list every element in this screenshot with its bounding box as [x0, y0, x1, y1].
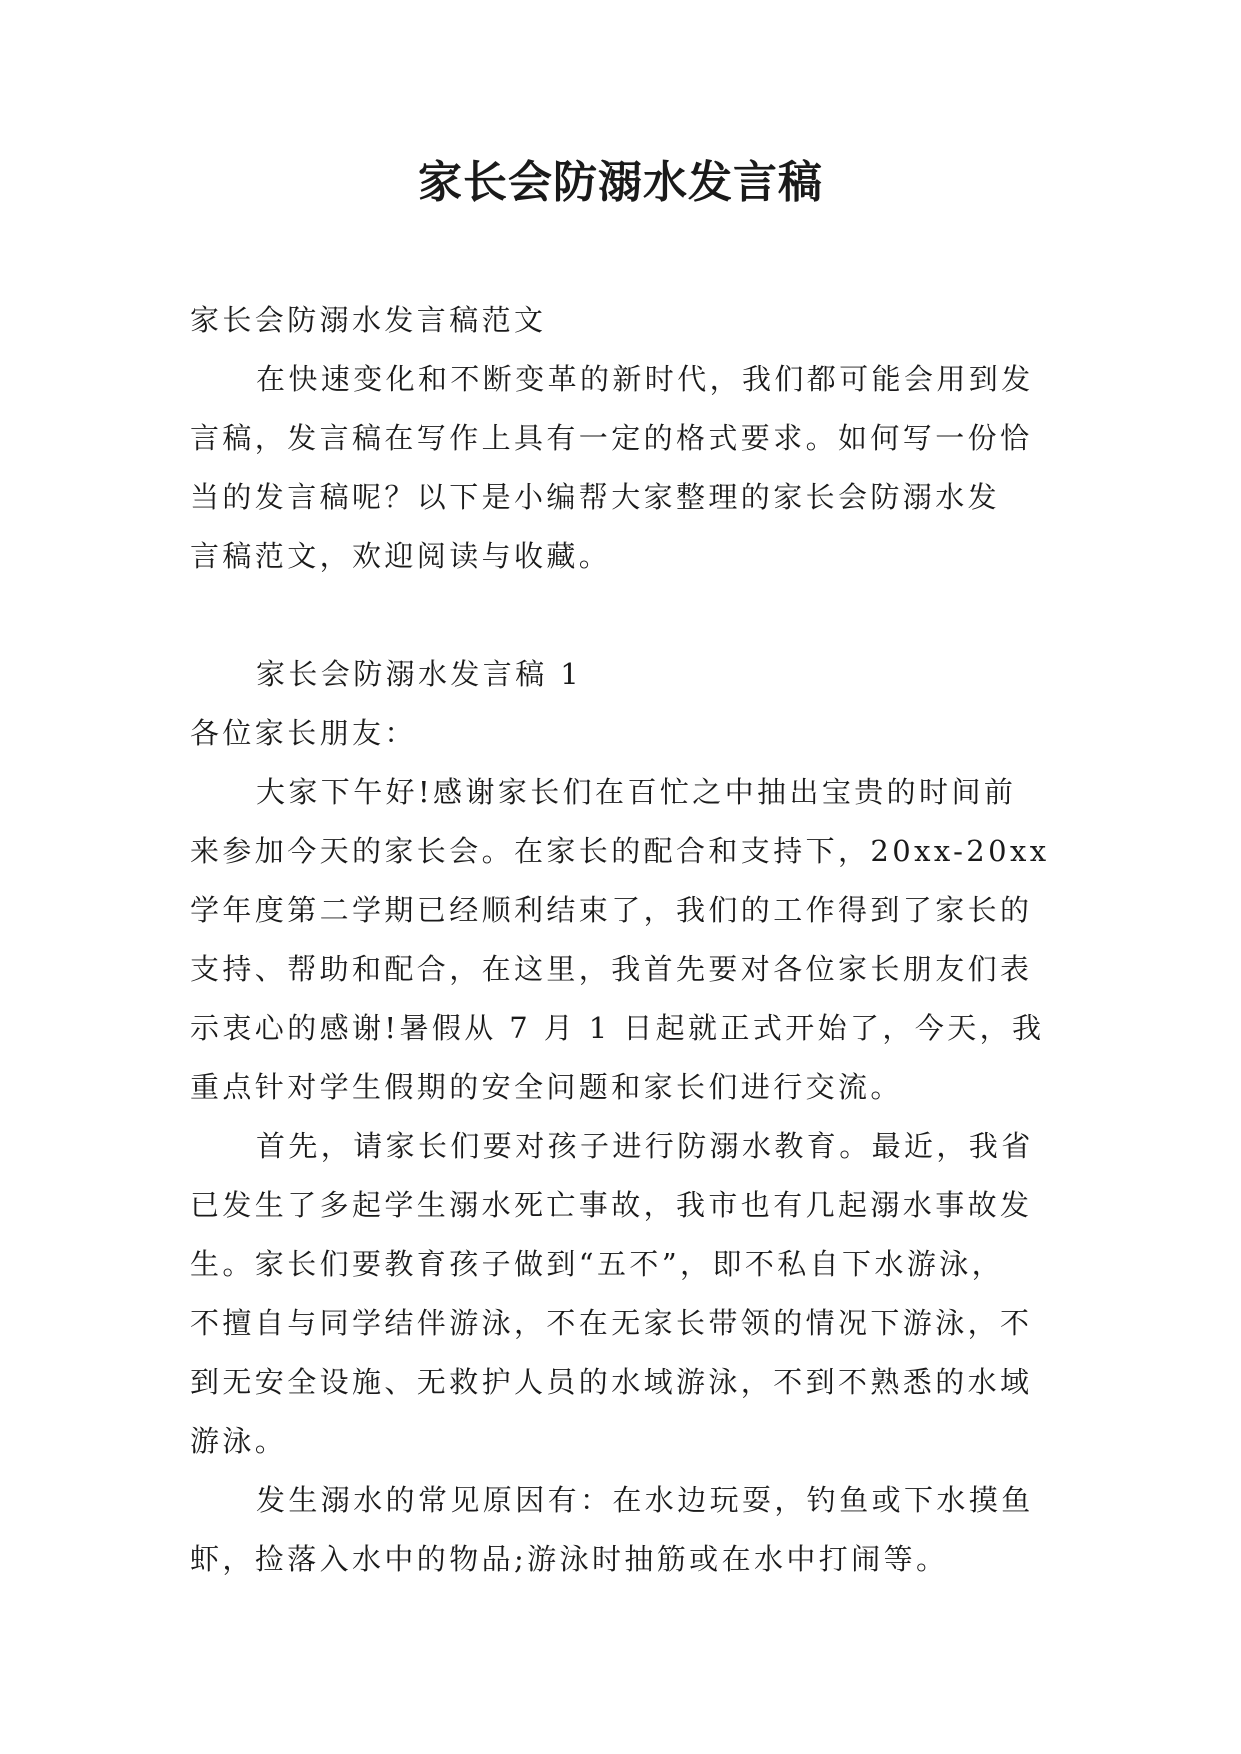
paragraph-line: 已发生了多起学生溺水死亡事故，我市也有几起溺水事故发	[190, 1188, 1033, 1222]
paragraph-thanks	[190, 763, 1058, 1117]
paragraph-line: 生。家长们要教育孩子做到“五不”，即不私自下水游泳，	[190, 1247, 1005, 1281]
paragraph-line: 首先，请家长们要对孩子进行防溺水教育。最近，我省	[256, 1129, 1034, 1163]
paragraph-line: 示衷心的感谢!暑假从 7 月 1 日起就正式开始了，今天，我	[190, 1011, 1045, 1045]
greeting: 各位家长朋友：	[190, 716, 417, 750]
paragraph-line: 支持、帮助和配合，在这里，我首先要对各位家长朋友们表	[190, 952, 1033, 986]
document-body	[190, 291, 1058, 1589]
paragraph-gap	[190, 586, 1058, 645]
paragraph-line: 大家下午好!感谢家长们在百忙之中抽出宝贵的时间前	[256, 775, 1017, 809]
paragraph-line: 到无安全设施、无救护人员的水域游泳，不到不熟悉的水域	[190, 1365, 1033, 1399]
intro-paragraph	[190, 350, 1058, 586]
paragraph-line: 发生溺水的常见原因有：在水边玩耍，钓鱼或下水摸鱼	[256, 1483, 1034, 1517]
intro-line: 言稿范文，欢迎阅读与收藏。	[190, 539, 612, 573]
paragraph-drowning-education	[190, 1117, 1058, 1471]
paragraph-line: 不擅自与同学结伴游泳，不在无家长带领的情况下游泳，不	[190, 1306, 1033, 1340]
intro-line: 言稿，发言稿在写作上具有一定的格式要求。如何写一份恰	[190, 421, 1033, 455]
paragraph-line: 游泳。	[190, 1424, 288, 1458]
section-heading: 家长会防溺水发言稿 1	[256, 657, 583, 691]
document-subtitle: 家长会防溺水发言稿范文	[190, 303, 547, 337]
paragraph-line: 重点针对学生假期的安全问题和家长们进行交流。	[190, 1070, 903, 1104]
paragraph-line: 学年度第二学期已经顺利结束了，我们的工作得到了家长的	[190, 893, 1033, 927]
paragraph-line: 虾，捡落入水中的物品;游泳时抽筋或在水中打闹等。	[190, 1542, 949, 1576]
document-title: 家长会防溺水发言稿	[418, 157, 823, 208]
intro-line: 在快速变化和不断变革的新时代，我们都可能会用到发	[256, 362, 1034, 396]
paragraph-line: 来参加今天的家长会。在家长的配合和支持下，20xx-20xx	[190, 834, 1050, 868]
intro-line: 当的发言稿呢？以下是小编帮大家整理的家长会防溺水发	[190, 480, 1001, 514]
paragraph-common-causes	[190, 1471, 1058, 1589]
